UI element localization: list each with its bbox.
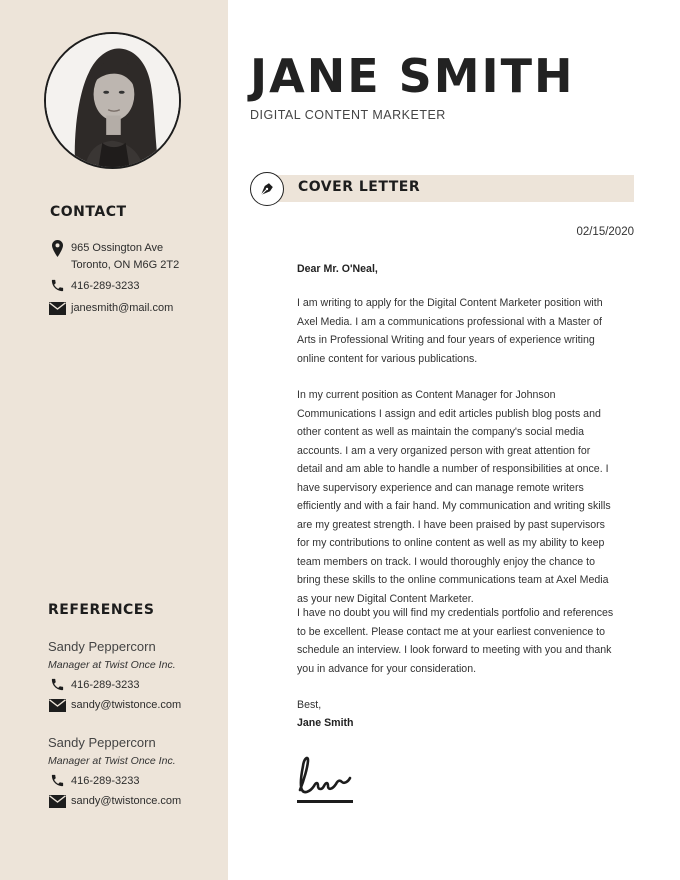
contact-phone (48, 278, 140, 295)
pen-nib-icon (250, 172, 284, 206)
envelope-icon (48, 300, 66, 315)
sidebar (0, 0, 228, 880)
phone-icon (48, 677, 66, 692)
references-heading: REFERENCES (48, 602, 155, 618)
address-line2: Toronto, ON M6G 2T2 (71, 259, 180, 271)
letter-closing: Best, (297, 699, 322, 711)
letter-signoff-name: Jane Smith (297, 717, 354, 729)
phone-text: 416-289-3233 (71, 280, 140, 292)
map-pin-icon (48, 240, 66, 257)
reference-1-name: Sandy Peppercorn (48, 639, 156, 654)
portrait-illustration (46, 34, 179, 167)
reference-2-phone (48, 773, 140, 790)
letter-paragraph-2: In my current position as Content Manager for Johnson Communications I assign and edit articles publish blog posts and other content as well as maintain the company's social media accounts. I am a very organized person with great attention for detail and am able to handle a number of responsibilities at once. I have supervisory experience and can manage remote writers efficiently and with a fair hand. My communication and writing skills are my greatest strength. I have been praised by past supervisors for my contributions to online content as well as my ability to keep team members on track. I would thoroughly enjoy the chance to bring these skills to the online communications team at Axel Media as your new Digital Content Marketer. (297, 389, 611, 605)
reference-2-email-text: sandy@twistonce.com (71, 795, 182, 807)
letter-paragraph-3: I have no doubt you will find my credentials portfolio and references to be excellent. Please contact me at your earliest convenience to schedule an interview. I look forward to meeting with you and thank you in advance for your consideration. (297, 607, 614, 675)
letter-paragraph-1: I am writing to apply for the Digital Content Marketer position with Axel Media. I am a communications professional with a Master of Arts in Professional Writing and four years of experience writing online content for various publications. (297, 297, 603, 365)
reference-1-phone-text: 416-289-3233 (71, 679, 140, 691)
phone-icon (48, 773, 66, 788)
reference-2-title: Manager at Twist Once Inc. (48, 755, 176, 767)
person-name: JANE SMITH (250, 49, 575, 103)
reference-1-title: Manager at Twist Once Inc. (48, 659, 176, 671)
phone-icon (48, 278, 66, 293)
cover-letter-heading: COVER LETTER (298, 179, 421, 195)
contact-email (48, 300, 173, 317)
reference-2-phone-text: 416-289-3233 (71, 775, 140, 787)
email-text: janesmith@mail.com (71, 302, 174, 314)
envelope-icon (48, 697, 66, 712)
signature-mark (296, 752, 356, 808)
reference-2-name: Sandy Peppercorn (48, 735, 156, 750)
reference-1-email-text: sandy@twistonce.com (71, 699, 182, 711)
contact-heading: CONTACT (50, 204, 127, 220)
person-role: DIGITAL CONTENT MARKETER (250, 108, 446, 122)
reference-1-email (48, 697, 181, 714)
contact-address (48, 240, 179, 274)
address-line1: 965 Ossington Ave (71, 242, 164, 254)
reference-1-phone (48, 677, 140, 694)
letter-salutation: Dear Mr. O'Neal, (297, 263, 378, 275)
reference-2-email (48, 793, 181, 810)
profile-photo (44, 32, 181, 169)
letter-date: 02/15/2020 (576, 226, 634, 238)
envelope-icon (48, 793, 66, 808)
